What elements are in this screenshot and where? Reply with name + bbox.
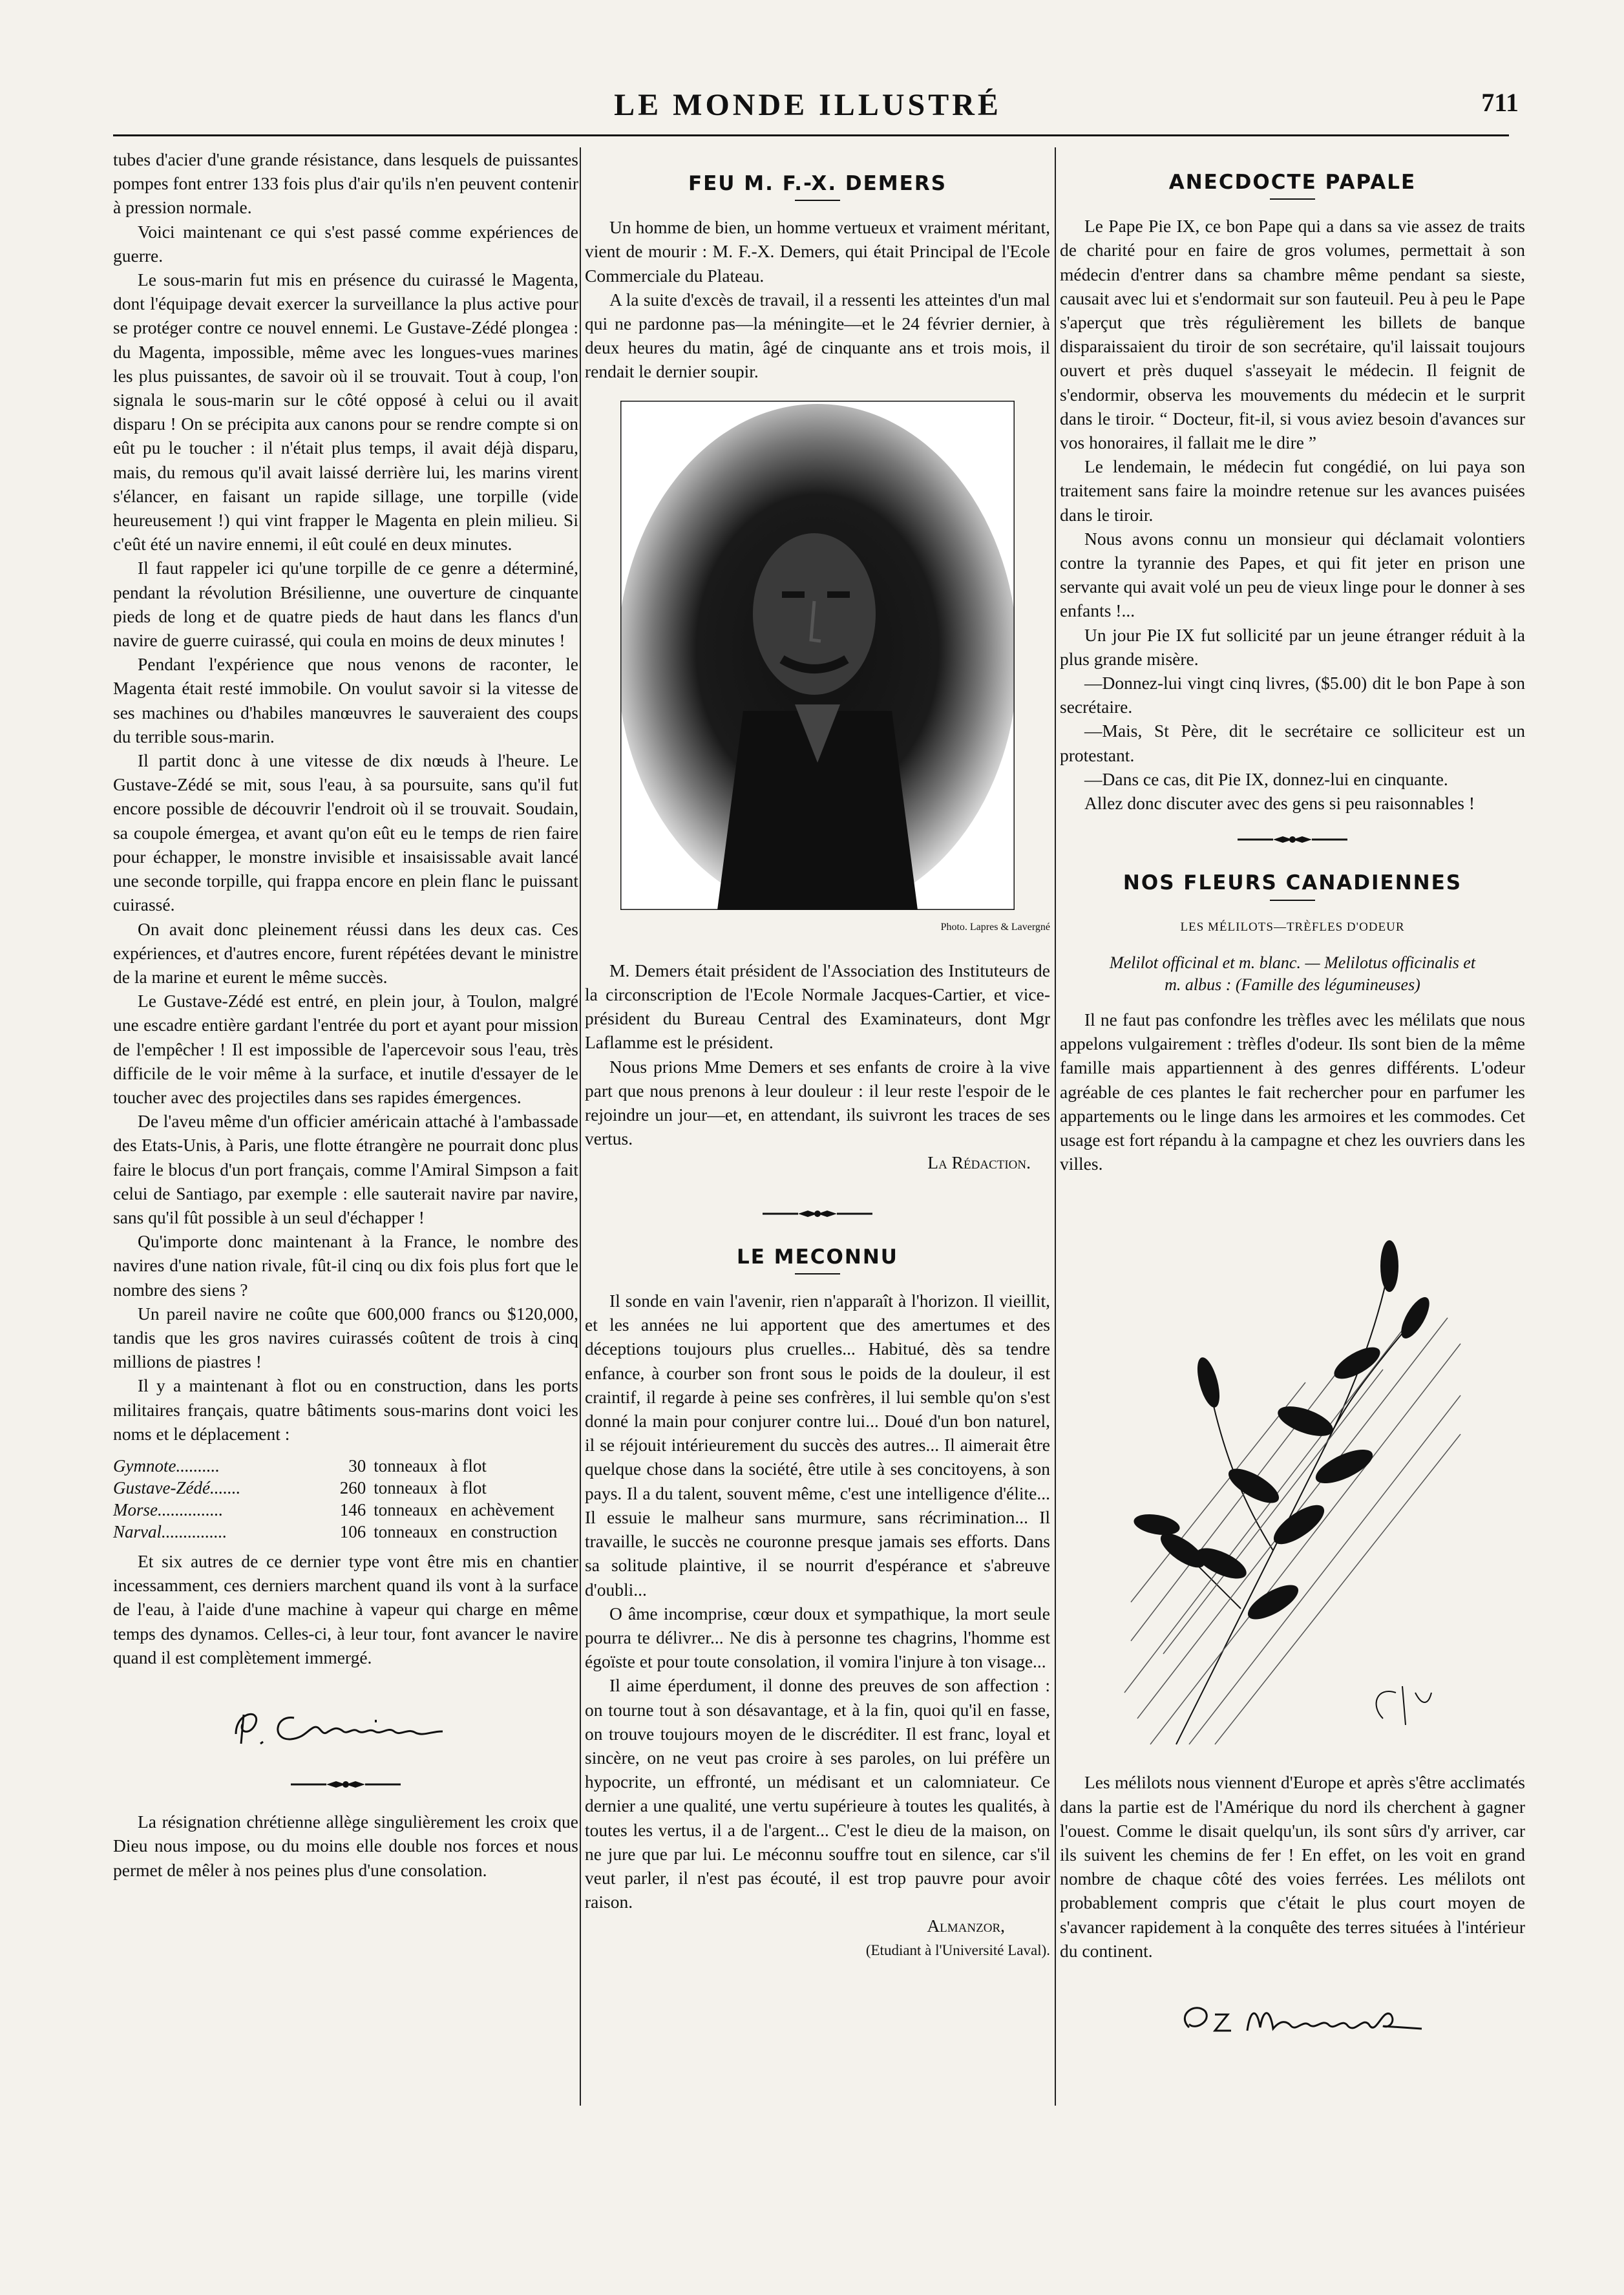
- title-rule: [795, 1273, 840, 1274]
- paragraph: M. Demers était président de l'Association des Instituteurs de la circonscription de l'Ecole Normale Jacques-Cartier, et vice-président du Bureau Central des Examinateurs, dont Mgr Laflamme est le président.: [585, 960, 1050, 1053]
- column-divider: [580, 147, 581, 2106]
- article-title: NOS FLEURS CANADIENNES: [1123, 871, 1462, 895]
- byline-affiliation: (Etudiant à l'Université Laval).: [865, 1941, 1050, 1958]
- ornament-separator: [1060, 828, 1525, 852]
- column-left: [113, 147, 578, 1882]
- portrait-photo: [620, 401, 1015, 910]
- ship-unit: tonneaux: [374, 1521, 438, 1541]
- column-center: [585, 147, 1050, 1962]
- column-right: [1060, 147, 1525, 2066]
- article-title: FEU M. F.-X. DEMERS: [688, 172, 947, 195]
- ship-unit: tonneaux: [374, 1499, 438, 1519]
- melilot-plant-illustration-icon: [1112, 1189, 1473, 1757]
- paragraph: Un jour Pie IX fut sollicité par un jeune étranger réduit à la plus grande misère.: [1060, 624, 1525, 669]
- column-divider: [1055, 147, 1056, 2106]
- ship-name: Gustave-Zédé.......: [113, 1477, 241, 1497]
- article-subhead: LES MÉLILOTS—TRÈFLES D'ODEUR: [1180, 920, 1405, 934]
- ship-status: à flot: [450, 1455, 487, 1475]
- ornament-separator: [113, 1773, 578, 1797]
- title-rule: [795, 200, 840, 201]
- ship-name: Narval...............: [113, 1521, 227, 1541]
- paragraph: Et six autres de ce dernier type vont être mis en chantier incessamment, ces derniers marchent quand ils vont à la surface de l'eau, à l'aide d'une machine à vapeur qui charge en même temps des dynamos. Celles-ci, à leur tour, font avancer le navire quand il est complètement immergé.: [113, 1550, 578, 1667]
- paragraph: Qu'importe donc maintenant à la France, le nombre des navires d'une nation rivale, fût-il cinq ou dix fois plus fort que le nombre des siens ?: [113, 1231, 578, 1300]
- portrait-icon: [620, 401, 1015, 910]
- handwritten-signature-icon: [210, 1695, 481, 1753]
- photo-credit: Photo. Lapres & Lavergné: [940, 921, 1050, 933]
- latin-names-line-2: m. albus : (Famille des légumineuses): [1165, 975, 1420, 994]
- ship-tonnage: 260: [339, 1477, 366, 1497]
- header-rule: [113, 134, 1509, 136]
- paragraph: —Mais, St Père, dit le secrétaire ce solliciteur est un protestant.: [1060, 721, 1525, 765]
- latin-names-line-1: Melilot officinal et m. blanc. — Melilotus officinalis et: [1109, 953, 1476, 972]
- paragraph: Nous prions Mme Demers et ses enfants de croire à la vive part que nous prenons à leur douleur : il leur reste l'espoir de le rejoindre un jour—et, en attendant, ils suivront les traces de ses vertus.: [585, 1056, 1050, 1149]
- paragraph: Un pareil navire ne coûte que 600,000 francs ou $120,000, tandis que les gros navires cuirassés coûtent de trois à cinq millions de piastres !: [113, 1303, 578, 1372]
- ship-status: à flot: [450, 1477, 487, 1497]
- table-row: [113, 1521, 578, 1543]
- page-header: [97, 87, 1519, 132]
- paragraph: Le Pape Pie IX, ce bon Pape qui a dans sa vie assez de traits de charité pour en faire de gros volumes, permettait à son médecin d'entrer dans sa chambre même pendant sa sieste, causait avec lui et s'endormait sur son fauteuil. Peu à peu le Pape s'aperçut que très régulièrement les billets de banque disparaissaient du tiroir de son secrétaire, qu'il laissait toujours ouvert et près duquel s'asseyait le médecin. Il feignit de s'endormir, observa les mouvements du médecin et le surprit dans le tiroir. “ Docteur, fit-il, si vous aviez besoin d'avances sur vos honoraires, il fallait me le dire ”: [1060, 216, 1525, 453]
- masthead: LE MONDE ILLUSTRÉ: [614, 88, 1002, 122]
- title-rule: [1270, 198, 1315, 200]
- article-title: ANECDOCTE PAPALE: [1168, 171, 1417, 194]
- ship-name: Gymnote..........: [113, 1455, 220, 1475]
- article-title: LE MECONNU: [737, 1245, 898, 1269]
- paragraph: O âme incomprise, cœur doux et sympathique, la mort seule pourra te délivrer... Ne dis à personne tes chagrins, l'homme est égoïste et pour toute consolation, il vomira l'injure à ton visage...: [585, 1603, 1050, 1672]
- paragraph: —Dans ce cas, dit Pie IX, donnez-lui en cinquante.: [1084, 768, 1448, 789]
- paragraph: De l'aveu même d'un officier américain attaché à l'ambassade des Etats-Unis, à Paris, une flotte étrangère ne pourrait donc plus faire le blocus d'un port français, comme l'Amiral Simpson a fait celui de Santiago, par exemple : elle sauterait navire par navire, sans qu'il fût possible à un seul d'échapper !: [113, 1111, 578, 1227]
- ship-status: en construction: [450, 1521, 558, 1541]
- paragraph: Pendant l'expérience que nous venons de raconter, le Magenta était resté immobile. On voulut savoir si la vitesse de ses machines ou d'habiles manœuvres le sauveraient des coups du terrible sous-marin.: [113, 654, 578, 746]
- byline: La Rédaction.: [927, 1152, 1031, 1173]
- title-rule: [1270, 900, 1315, 901]
- paragraph: Il aime éperdument, il donne des preuves de son affection : on tourne tout à son désavantage, et à la fin, quoi qu'il en fasse, on trouve toujours moyen de le discréditer. Il est franc, loyal et sincère, on ne veut pas croire à ses paroles, on lui préfère un hypocrite, un effronté, un médisant et un calomniateur. Ce dernier a une qualité, une vertu supérieure à toutes les qualités, à toutes les vertus, il a de l'argent... C'est le dieu de la maison, on ne jure que par lui. Le méconnu souffre tout en silence, car s'il veut parler, il n'est pas écouté, il est trop pauvre pour avoir raison.: [585, 1675, 1050, 1912]
- paragraph: Le lendemain, le médecin fut congédié, on lui paya son traitement sans faire la moindre retenue sur les avances puisées dans le tiroir.: [1060, 456, 1525, 525]
- paragraph: Il partit donc à une vitesse de dix nœuds à l'heure. Le Gustave-Zédé se mit, sous l'eau, à sa poursuite, sans qu'il fut encore possible de découvrir l'endroit où il se trouvait. Soudain, sa coupole émergea, et avant qu'on eût eu le temps de rien faire pour échapper, le monstre invisible et insaisissable avait lancé une seconde torpille, qui frappa encore en plein flanc le puissant cuirassé.: [113, 750, 578, 915]
- page-number: 711: [1481, 88, 1519, 117]
- ornament-icon: [288, 1778, 404, 1791]
- ornament-separator: [585, 1202, 1050, 1226]
- ship-name: Morse...............: [113, 1499, 224, 1519]
- paragraph: Il faut rappeler ici qu'une torpille de ce genre a déterminé, pendant la révolution Brésilienne, une ouverture de cinquante pieds de long et de quatre pieds de haut dans les flancs d'un navire de guerre cuirassé, qui coula en moins de deux minutes !: [113, 558, 578, 651]
- submarine-table: [113, 1455, 578, 1543]
- ship-unit: tonneaux: [374, 1455, 438, 1475]
- paragraph: Il ne faut pas confondre les trèfles avec les mélilats que nous appelons vulgairement : trèfles d'odeur. Ils sont bien de la même famille mais appartiennent à des genres différents. L'odeur agréable de ces plantes le fait rechercher pour en parfumer les appartements ou le linge dans les armoires et les commodes. Cet usage est fort répandu à la campagne et chez les ouvriers dans les villes.: [1060, 1009, 1525, 1174]
- paragraph: Le sous-marin fut mis en présence du cuirassé le Magenta, dont l'équipage devait exercer la surveillance la plus active pour se protéger contre ce nouvel ennemi. Le Gustave-Zédé plongea : du Magenta, impossible, même avec les longues-vues marines les plus puissantes, de savoir où il se trouvait. Tout à coup, l'on signala le sous-marin sur le côté opposé à celui ou il avait disparu ! On se précipita aux canons pour se rendre compte si on eût pu le toucher : il n'était plus temps, il avait déjà disparu, mais, du remous qu'il avait laissé derrière lui, les marins virent s'élancer, en faisant un rapide sillage, une torpille (vide heureusement !) qui vint frapper le Magenta en plein milieu. Si c'eût été un navire ennemi, il eût coulé en deux minutes.: [113, 270, 578, 555]
- signature-massicotte: [1060, 1989, 1525, 2047]
- paragraph: On avait donc pleinement réussi dans les deux cas. Ces expériences, et d'autres encore, furent répétées devant le ministre de la marine et eurent le même succès.: [113, 918, 578, 987]
- byline: Almanzor,: [927, 1916, 1005, 1936]
- paragraph: Voici maintenant ce qui s'est passé comme expériences de guerre.: [113, 221, 578, 266]
- paragraph: La résignation chrétienne allège singulièrement les croix que Dieu nous impose, ou du moins elle double nos forces et nous permet de mêler à nos peines plus d'une consolation.: [113, 1812, 578, 1880]
- ship-tonnage: 146: [339, 1499, 366, 1519]
- paragraph: tubes d'acier d'une grande résistance, dans lesquels de puissantes pompes font entrer 133 fois plus d'air qu'ils n'en peuvent contenir à pression normale.: [113, 149, 578, 218]
- paragraph: A la suite d'excès de travail, il a ressenti les atteintes d'un mal qui ne pardonne pas—la méningite—et le 24 février dernier, à deux heures du matin, âgé de cinquante ans et trois mois, il rendait le dernier soupir.: [585, 289, 1050, 382]
- paragraph: Les mélilots nous viennent d'Europe et après s'être acclimatés dans la partie est de l'Amérique du nord ils cherchent à gagner l'ouest. Comme le disait quelqu'un, ils sont sûrs d'y arriver, car ils suivent les chemins de fer ! En effet, on les voit en grand nombre de chaque côté des voies ferrées. Les mélilots ont probablement compris que c'était le plus court moyen de s'avancer rapidement à la conquête des terres situées à l'intérieur du continent.: [1060, 1772, 1525, 1961]
- ship-status: en achèvement: [450, 1499, 554, 1519]
- ship-tonnage: 30: [348, 1455, 366, 1475]
- signature-coronnier: [113, 1695, 578, 1753]
- ornament-icon: [759, 1207, 876, 1220]
- ornament-icon: [1234, 833, 1351, 846]
- paragraph: Il sonde en vain l'avenir, rien n'apparaît à l'horizon. Il vieillit, et les années ne lui apportent que des amertumes et des déceptions toujours plus cruelles... Habitué, dès sa tendre enfance, à courber son front sous le poids de la douleur, il est craintif, il regarde à peine ses confrères, il lui semble qu'on s'est donné la main pour conjurer contre lui... Doué d'un bon naturel, il se réjouit intérieurement du succès des autres... Il aimerait être quelque chose dans la société, être utile à ses concitoyens, à son pays. Il a du talent, souvent même, c'est une intelligence d'élite... Il essuie le malheur sans murmure, sans récrimination... Il travaille, le succès ne couronne presque jamais ses efforts. Dans sa solitude plaintive, il se nourrit d'espérance et s'abreuve d'oubli...: [585, 1291, 1050, 1600]
- paragraph: Nous avons connu un monsieur qui déclamait volontiers contre la tyrannie des Papes, et qui fit jeter en prison une servante qui avait volé un peu de vieux linge pour le donner à ses enfants !...: [1060, 528, 1525, 621]
- paragraph: —Donnez-lui vingt cinq livres, ($5.00) dit le bon Pape à son secrétaire.: [1060, 673, 1525, 717]
- table-row: [113, 1499, 578, 1521]
- ship-tonnage: 106: [339, 1521, 366, 1541]
- ship-unit: tonneaux: [374, 1477, 438, 1497]
- table-row: [113, 1477, 578, 1499]
- handwritten-signature-icon: [1150, 1989, 1435, 2047]
- paragraph: Il y a maintenant à flot ou en construction, dans les ports militaires français, quatre bâtiments sous-marins dont voici les noms et le déplacement :: [113, 1375, 578, 1444]
- paragraph: Allez donc discuter avec des gens si peu raisonnables !: [1084, 793, 1475, 814]
- table-row: [113, 1455, 578, 1477]
- paragraph: Le Gustave-Zédé est entré, en plein jour, à Toulon, malgré une escadre entière gardant l'entrée du port et ayant pour mission de l'empêcher ! Il est impossible de l'apercevoir sous l'eau, très difficile de le voir même à la surface, et inutile d'essayer de le toucher avec des projectiles dans ses rapides émergences.: [113, 991, 578, 1107]
- paragraph: Un homme de bien, un homme vertueux et vraiment méritant, vient de mourir : M. F.-X. Demers, qui était Principal de l'Ecole Commerciale du Plateau.: [585, 217, 1050, 286]
